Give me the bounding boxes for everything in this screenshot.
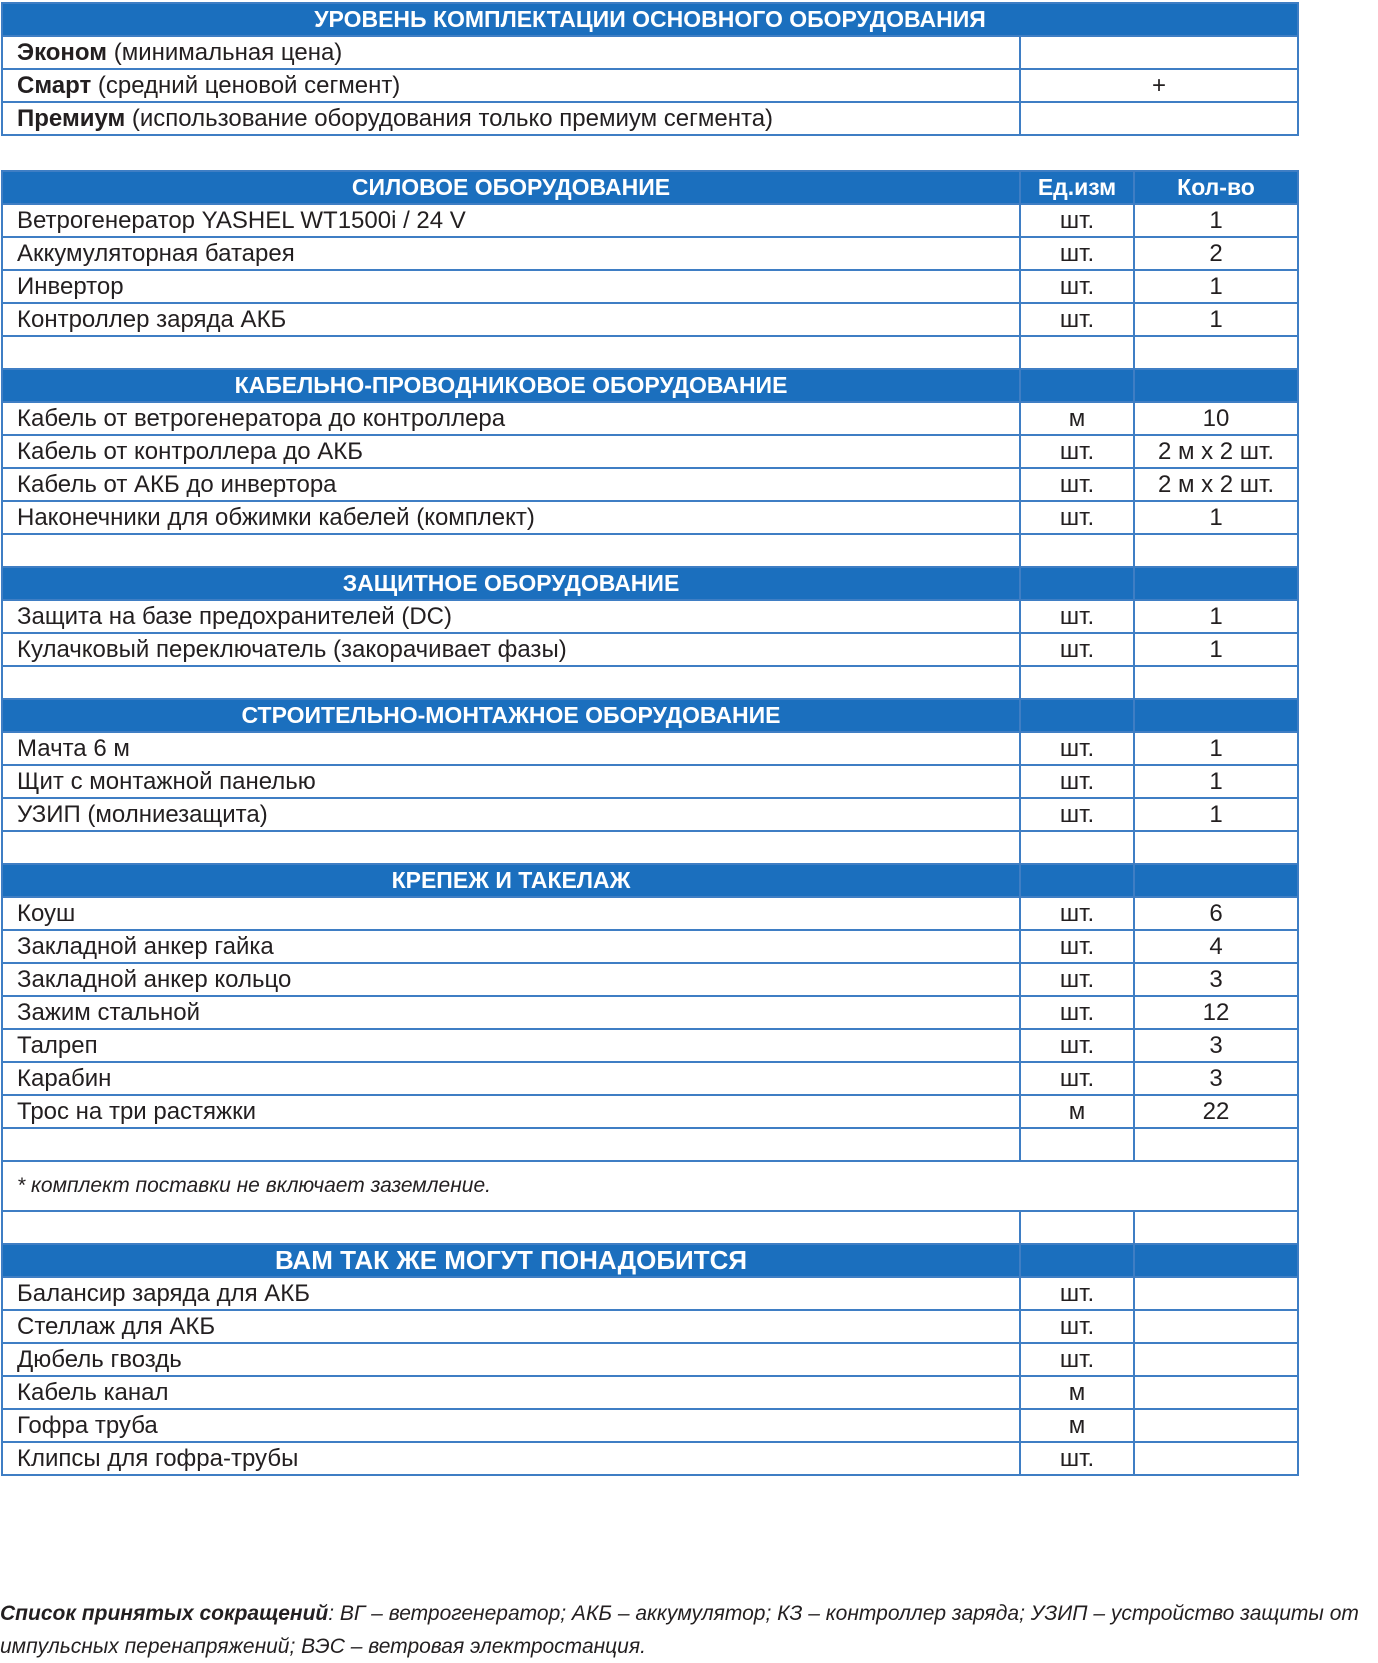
note-row: [2, 1161, 1298, 1211]
section-header-row: [2, 369, 1298, 402]
table-row: [2, 1442, 1298, 1475]
item-qty: [1134, 1343, 1298, 1376]
item-qty: 1: [1134, 600, 1298, 633]
table-row: [2, 1310, 1298, 1343]
table-row: [2, 1376, 1298, 1409]
item-qty: [1134, 1409, 1298, 1442]
item-name: Стеллаж для АКБ: [2, 1310, 1020, 1343]
table-row: [2, 1062, 1298, 1095]
table-row: [2, 1095, 1298, 1128]
item-qty: 12: [1134, 996, 1298, 1029]
item-name: Инвертор: [2, 270, 1020, 303]
spacer-row: [2, 336, 1298, 369]
level-desc: (минимальная цена): [107, 38, 343, 66]
empty-cell: [1020, 534, 1134, 567]
item-name: Трос на три растяжки: [2, 1095, 1020, 1128]
item-qty: 22: [1134, 1095, 1298, 1128]
item-qty: 1: [1134, 732, 1298, 765]
item-qty: [1134, 1277, 1298, 1310]
item-name: Карабин: [2, 1062, 1020, 1095]
table-row: [2, 897, 1298, 930]
empty-cell: [1134, 534, 1298, 567]
item-unit: шт.: [1020, 501, 1134, 534]
item-unit: шт.: [1020, 1310, 1134, 1343]
empty-cell: [2, 1128, 1020, 1161]
item-unit: шт.: [1020, 1029, 1134, 1062]
section-header: СТРОИТЕЛЬНО-МОНТАЖНОЕ ОБОРУДОВАНИЕ: [2, 699, 1020, 732]
section-header: КАБЕЛЬНО-ПРОВОДНИКОВОЕ ОБОРУДОВАНИЕ: [2, 369, 1020, 402]
item-unit: шт.: [1020, 1343, 1134, 1376]
table-row: [2, 732, 1298, 765]
item-name: Талреп: [2, 1029, 1020, 1062]
empty-cell: [1134, 1128, 1298, 1161]
item-name: Дюбель гвоздь: [2, 1343, 1020, 1376]
unit-column-header: Ед.изм: [1020, 171, 1134, 204]
item-name: Ветрогенератор YASHEL WT1500i / 24 V: [2, 204, 1020, 237]
qty-column-header: [1134, 567, 1298, 600]
item-qty: 2: [1134, 237, 1298, 270]
table-row: [2, 468, 1298, 501]
spacer-row: [2, 534, 1298, 567]
item-name: Наконечники для обжимки кабелей (комплект): [2, 501, 1020, 534]
item-qty: 3: [1134, 1062, 1298, 1095]
unit-column-header: [1020, 864, 1134, 897]
item-unit: шт.: [1020, 600, 1134, 633]
item-qty: 2 м х 2 шт.: [1134, 468, 1298, 501]
item-qty: [1134, 1376, 1298, 1409]
item-name: Клипсы для гофра-трубы: [2, 1442, 1020, 1475]
item-name: Коуш: [2, 897, 1020, 930]
item-unit: м: [1020, 1409, 1134, 1442]
item-qty: 1: [1134, 270, 1298, 303]
table-row: [2, 765, 1298, 798]
section-header-row: [2, 171, 1298, 204]
section-header-row: [2, 699, 1298, 732]
item-qty: 3: [1134, 963, 1298, 996]
item-unit: шт.: [1020, 1442, 1134, 1475]
section-header: СИЛОВОЕ ОБОРУДОВАНИЕ: [2, 171, 1020, 204]
section-header: КРЕПЕЖ И ТАКЕЛАЖ: [2, 864, 1020, 897]
abbreviations-label: Список принятых сокращений: [0, 1602, 329, 1625]
item-unit: шт.: [1020, 930, 1134, 963]
table-row: [2, 270, 1298, 303]
section-header-row: [2, 864, 1298, 897]
level-mark: [1020, 36, 1298, 69]
item-name: Щит с монтажной панелью: [2, 765, 1020, 798]
item-qty: [1134, 1442, 1298, 1475]
item-qty: 2 м х 2 шт.: [1134, 435, 1298, 468]
equipment-table: [1, 170, 1299, 1476]
table-row: [2, 798, 1298, 831]
item-unit: м: [1020, 402, 1134, 435]
item-unit: шт.: [1020, 237, 1134, 270]
item-unit: шт.: [1020, 963, 1134, 996]
item-unit: шт.: [1020, 204, 1134, 237]
section-header-row: [2, 1244, 1298, 1277]
level-table: [1, 2, 1299, 136]
level-row: [2, 69, 1298, 102]
item-qty: 1: [1134, 633, 1298, 666]
item-name: Гофра труба: [2, 1409, 1020, 1442]
abbreviations-text: : ВГ – ветрогенератор; АКБ – аккумулятор; КЗ – контроллер заряда; УЗИП – устройство защиты от импульсных перенапряжений; ВЭС – ветровая электростанция.: [0, 1602, 1359, 1658]
item-qty: 10: [1134, 402, 1298, 435]
level-header: УРОВЕНЬ КОМПЛЕКТАЦИИ ОСНОВНОГО ОБОРУДОВАНИЯ: [2, 3, 1298, 36]
table-row: [2, 930, 1298, 963]
table-row: [2, 501, 1298, 534]
empty-cell: [2, 666, 1020, 699]
item-qty: 1: [1134, 204, 1298, 237]
empty-cell: [2, 1211, 1020, 1244]
item-name: Мачта 6 м: [2, 732, 1020, 765]
unit-column-header: [1020, 699, 1134, 732]
level-desc: (средний ценовой сегмент): [91, 71, 401, 99]
item-qty: 1: [1134, 303, 1298, 336]
item-qty: 1: [1134, 765, 1298, 798]
empty-cell: [1134, 1211, 1298, 1244]
item-name: Закладной анкер гайка: [2, 930, 1020, 963]
empty-cell: [1020, 666, 1134, 699]
level-mark: +: [1020, 69, 1298, 102]
section-header: ВАМ ТАК ЖЕ МОГУТ ПОНАДОБИТСЯ: [2, 1244, 1020, 1277]
table-row: [2, 633, 1298, 666]
empty-cell: [1134, 666, 1298, 699]
item-unit: шт.: [1020, 468, 1134, 501]
abbreviations-footer: [0, 1597, 1372, 1663]
empty-cell: [1020, 831, 1134, 864]
item-name: Кабель от АКБ до инвертора: [2, 468, 1020, 501]
item-name: Контроллер заряда АКБ: [2, 303, 1020, 336]
unit-column-header: [1020, 1244, 1134, 1277]
item-unit: шт.: [1020, 303, 1134, 336]
item-unit: шт.: [1020, 1062, 1134, 1095]
table-row: [2, 1029, 1298, 1062]
table-row: [2, 204, 1298, 237]
item-unit: шт.: [1020, 633, 1134, 666]
level-name: Смарт: [17, 71, 92, 99]
item-name: Зажим стальной: [2, 996, 1020, 1029]
table-row: [2, 435, 1298, 468]
item-qty: 1: [1134, 501, 1298, 534]
section-header-row: [2, 567, 1298, 600]
table-row: [2, 1277, 1298, 1310]
empty-cell: [1134, 336, 1298, 369]
level-name: Эконом: [17, 38, 108, 66]
qty-column-header: [1134, 369, 1298, 402]
spacer-row: [2, 1128, 1298, 1161]
table-row: [2, 600, 1298, 633]
item-unit: шт.: [1020, 798, 1134, 831]
item-name: УЗИП (молниезащита): [2, 798, 1020, 831]
item-name: Кулачковый переключатель (закорачивает фазы): [2, 633, 1020, 666]
table-row: [2, 303, 1298, 336]
qty-column-header: [1134, 864, 1298, 897]
qty-column-header: [1134, 1244, 1298, 1277]
unit-column-header: [1020, 369, 1134, 402]
table-row: [2, 1409, 1298, 1442]
spacer-row: [2, 1211, 1298, 1244]
section-header: ЗАЩИТНОЕ ОБОРУДОВАНИЕ: [2, 567, 1020, 600]
item-name: Балансир заряда для АКБ: [2, 1277, 1020, 1310]
empty-cell: [2, 831, 1020, 864]
item-qty: 6: [1134, 897, 1298, 930]
item-unit: шт.: [1020, 765, 1134, 798]
item-name: Кабель от ветрогенератора до контроллера: [2, 402, 1020, 435]
qty-column-header: Кол-во: [1134, 171, 1298, 204]
level-desc: (использование оборудования только премиум сегмента): [125, 104, 774, 132]
item-qty: 3: [1134, 1029, 1298, 1062]
item-name: Защита на базе предохранителей (DC): [2, 600, 1020, 633]
level-mark: [1020, 102, 1298, 135]
item-qty: 1: [1134, 798, 1298, 831]
delivery-note: * комплект поставки не включает заземление.: [2, 1161, 1298, 1211]
item-name: Кабель канал: [2, 1376, 1020, 1409]
empty-cell: [2, 534, 1020, 567]
empty-cell: [2, 336, 1020, 369]
empty-cell: [1020, 336, 1134, 369]
table-row: [2, 1343, 1298, 1376]
table-row: [2, 963, 1298, 996]
item-unit: шт.: [1020, 732, 1134, 765]
table-row: [2, 996, 1298, 1029]
item-qty: [1134, 1310, 1298, 1343]
table-row: [2, 237, 1298, 270]
level-row: [2, 102, 1298, 135]
item-name: Аккумуляторная батарея: [2, 237, 1020, 270]
spacer-row: [2, 666, 1298, 699]
item-unit: шт.: [1020, 435, 1134, 468]
item-unit: м: [1020, 1095, 1134, 1128]
item-unit: шт.: [1020, 996, 1134, 1029]
qty-column-header: [1134, 699, 1298, 732]
empty-cell: [1020, 1211, 1134, 1244]
unit-column-header: [1020, 567, 1134, 600]
empty-cell: [1020, 1128, 1134, 1161]
item-unit: шт.: [1020, 270, 1134, 303]
item-name: Закладной анкер кольцо: [2, 963, 1020, 996]
item-unit: шт.: [1020, 897, 1134, 930]
table-row: [2, 402, 1298, 435]
item-unit: м: [1020, 1376, 1134, 1409]
level-name: Премиум: [17, 104, 126, 132]
item-name: Кабель от контроллера до АКБ: [2, 435, 1020, 468]
empty-cell: [1134, 831, 1298, 864]
item-qty: 4: [1134, 930, 1298, 963]
level-row: [2, 36, 1298, 69]
item-unit: шт.: [1020, 1277, 1134, 1310]
spacer-row: [2, 831, 1298, 864]
